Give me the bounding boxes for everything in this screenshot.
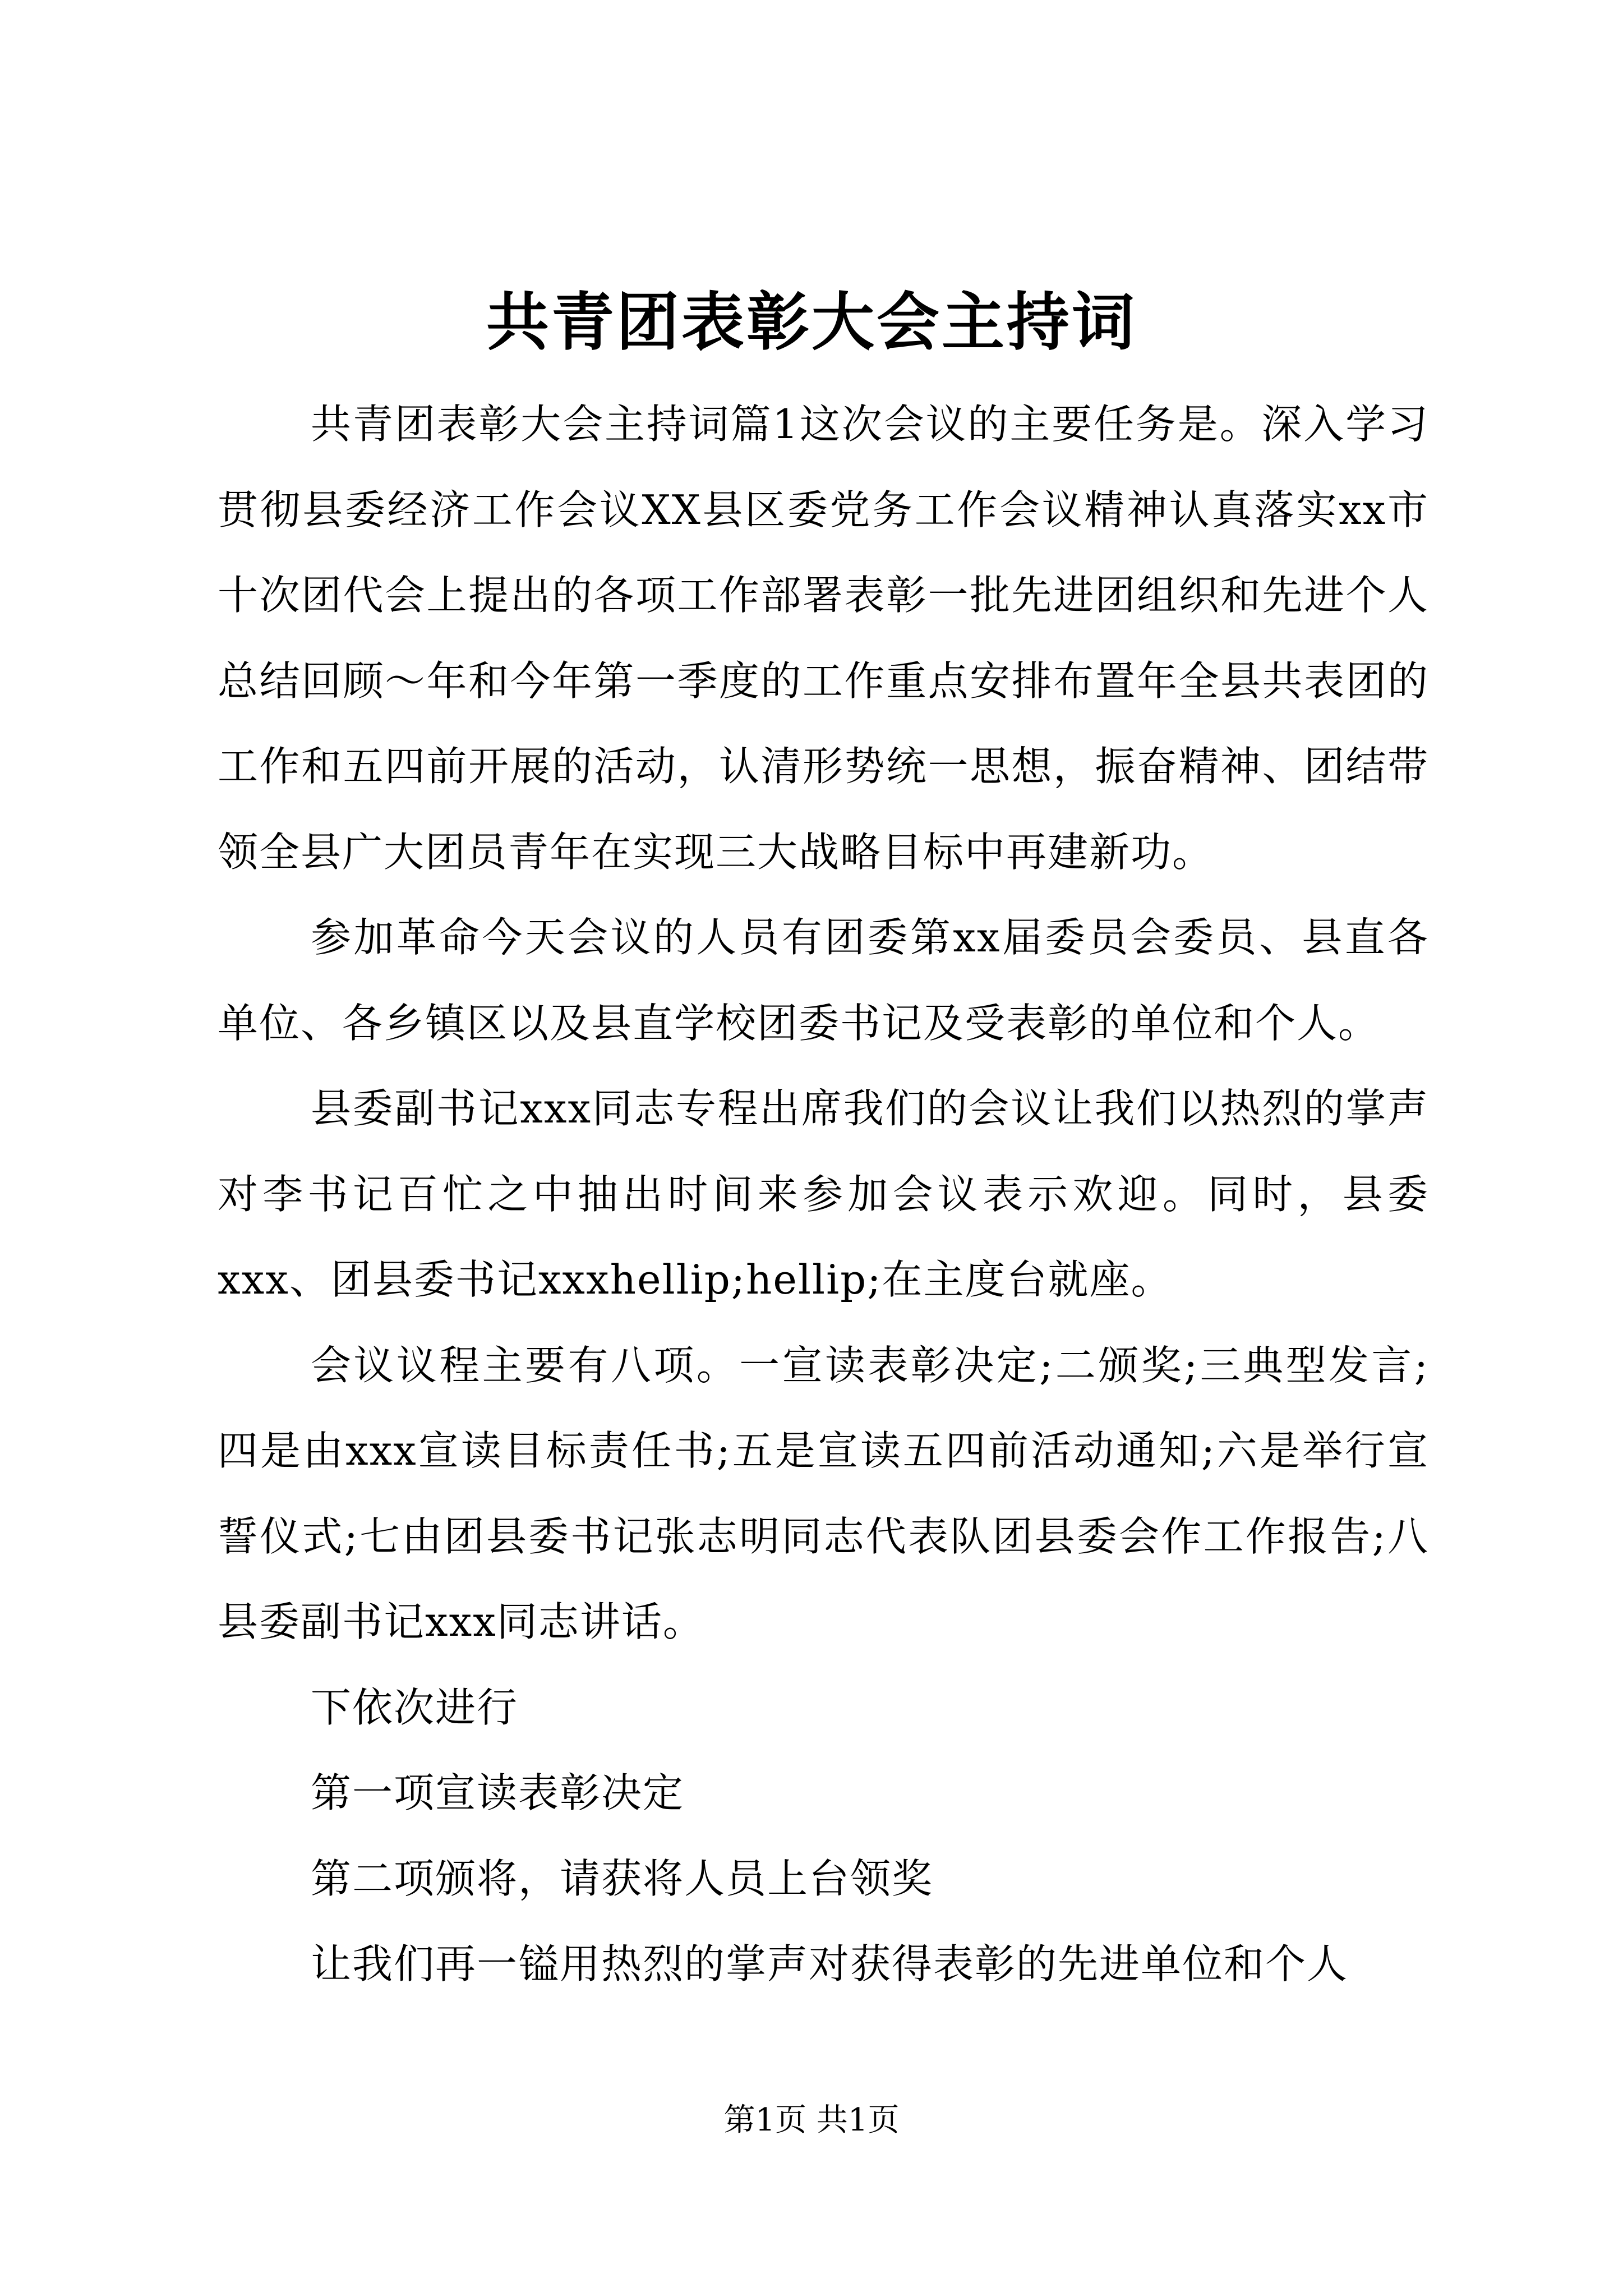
paragraph-6: 第一项宣读表彰决定 — [311, 1769, 685, 1816]
paragraph-5: 下依次进行 — [311, 1683, 519, 1731]
paragraph-8: 让我们再一镒用热烈的掌声对获得表彰的先进单位和个人 — [311, 1940, 1349, 1987]
document-title: 共青团表彰大会主持词 — [486, 286, 1137, 359]
document-body — [218, 381, 1429, 2007]
paragraph-7: 第二项颁将，请获将人员上台领奖 — [311, 1855, 934, 1902]
paragraph-1: 共青团表彰大会主持词篇1这次会议的主要任务是。深入学习贯彻县委经济工作会议XX县区委党务工作会议精神认真落实xx市十次团代会上提出的各项工作部署表彰一批先进团组织和先进个人总结回顾～年和今年第一季度的工作重点安排布置年全县共表团的工作和五四前开展的活动，认清形势统一思想，振奋精神、团结带领全县广大团员青年在实现三大战略目标中再建新功。 — [218, 401, 1429, 876]
paragraph-4: 会议议程主要有八项。一宣读表彰决定;二颁奖;三典型发言;四是由xxx宣读目标责任书;五是宣读五四前活动通知;六是举行宣誓仪式;七由团县委书记张志明同志代表队团县委会作工作报告;八县委副书记xxx同志讲话。 — [218, 1341, 1429, 1645]
paragraph-3: 县委副书记xxx同志专程出席我们的会议让我们以热烈的掌声对李书记百忙之中抽出时间来参加会议表示欢迎。同时，县委xxx、团县委书记xxxhellip;hellip;在主度台就座。 — [218, 1085, 1429, 1303]
paragraph-2: 参加革命今天会议的人员有团委第xx届委员会委员、县直各单位、各乡镇区以及县直学校团委书记及受表彰的单位和个人。 — [218, 914, 1429, 1047]
page-number-footer: 第1页 共1页 — [723, 2102, 900, 2138]
